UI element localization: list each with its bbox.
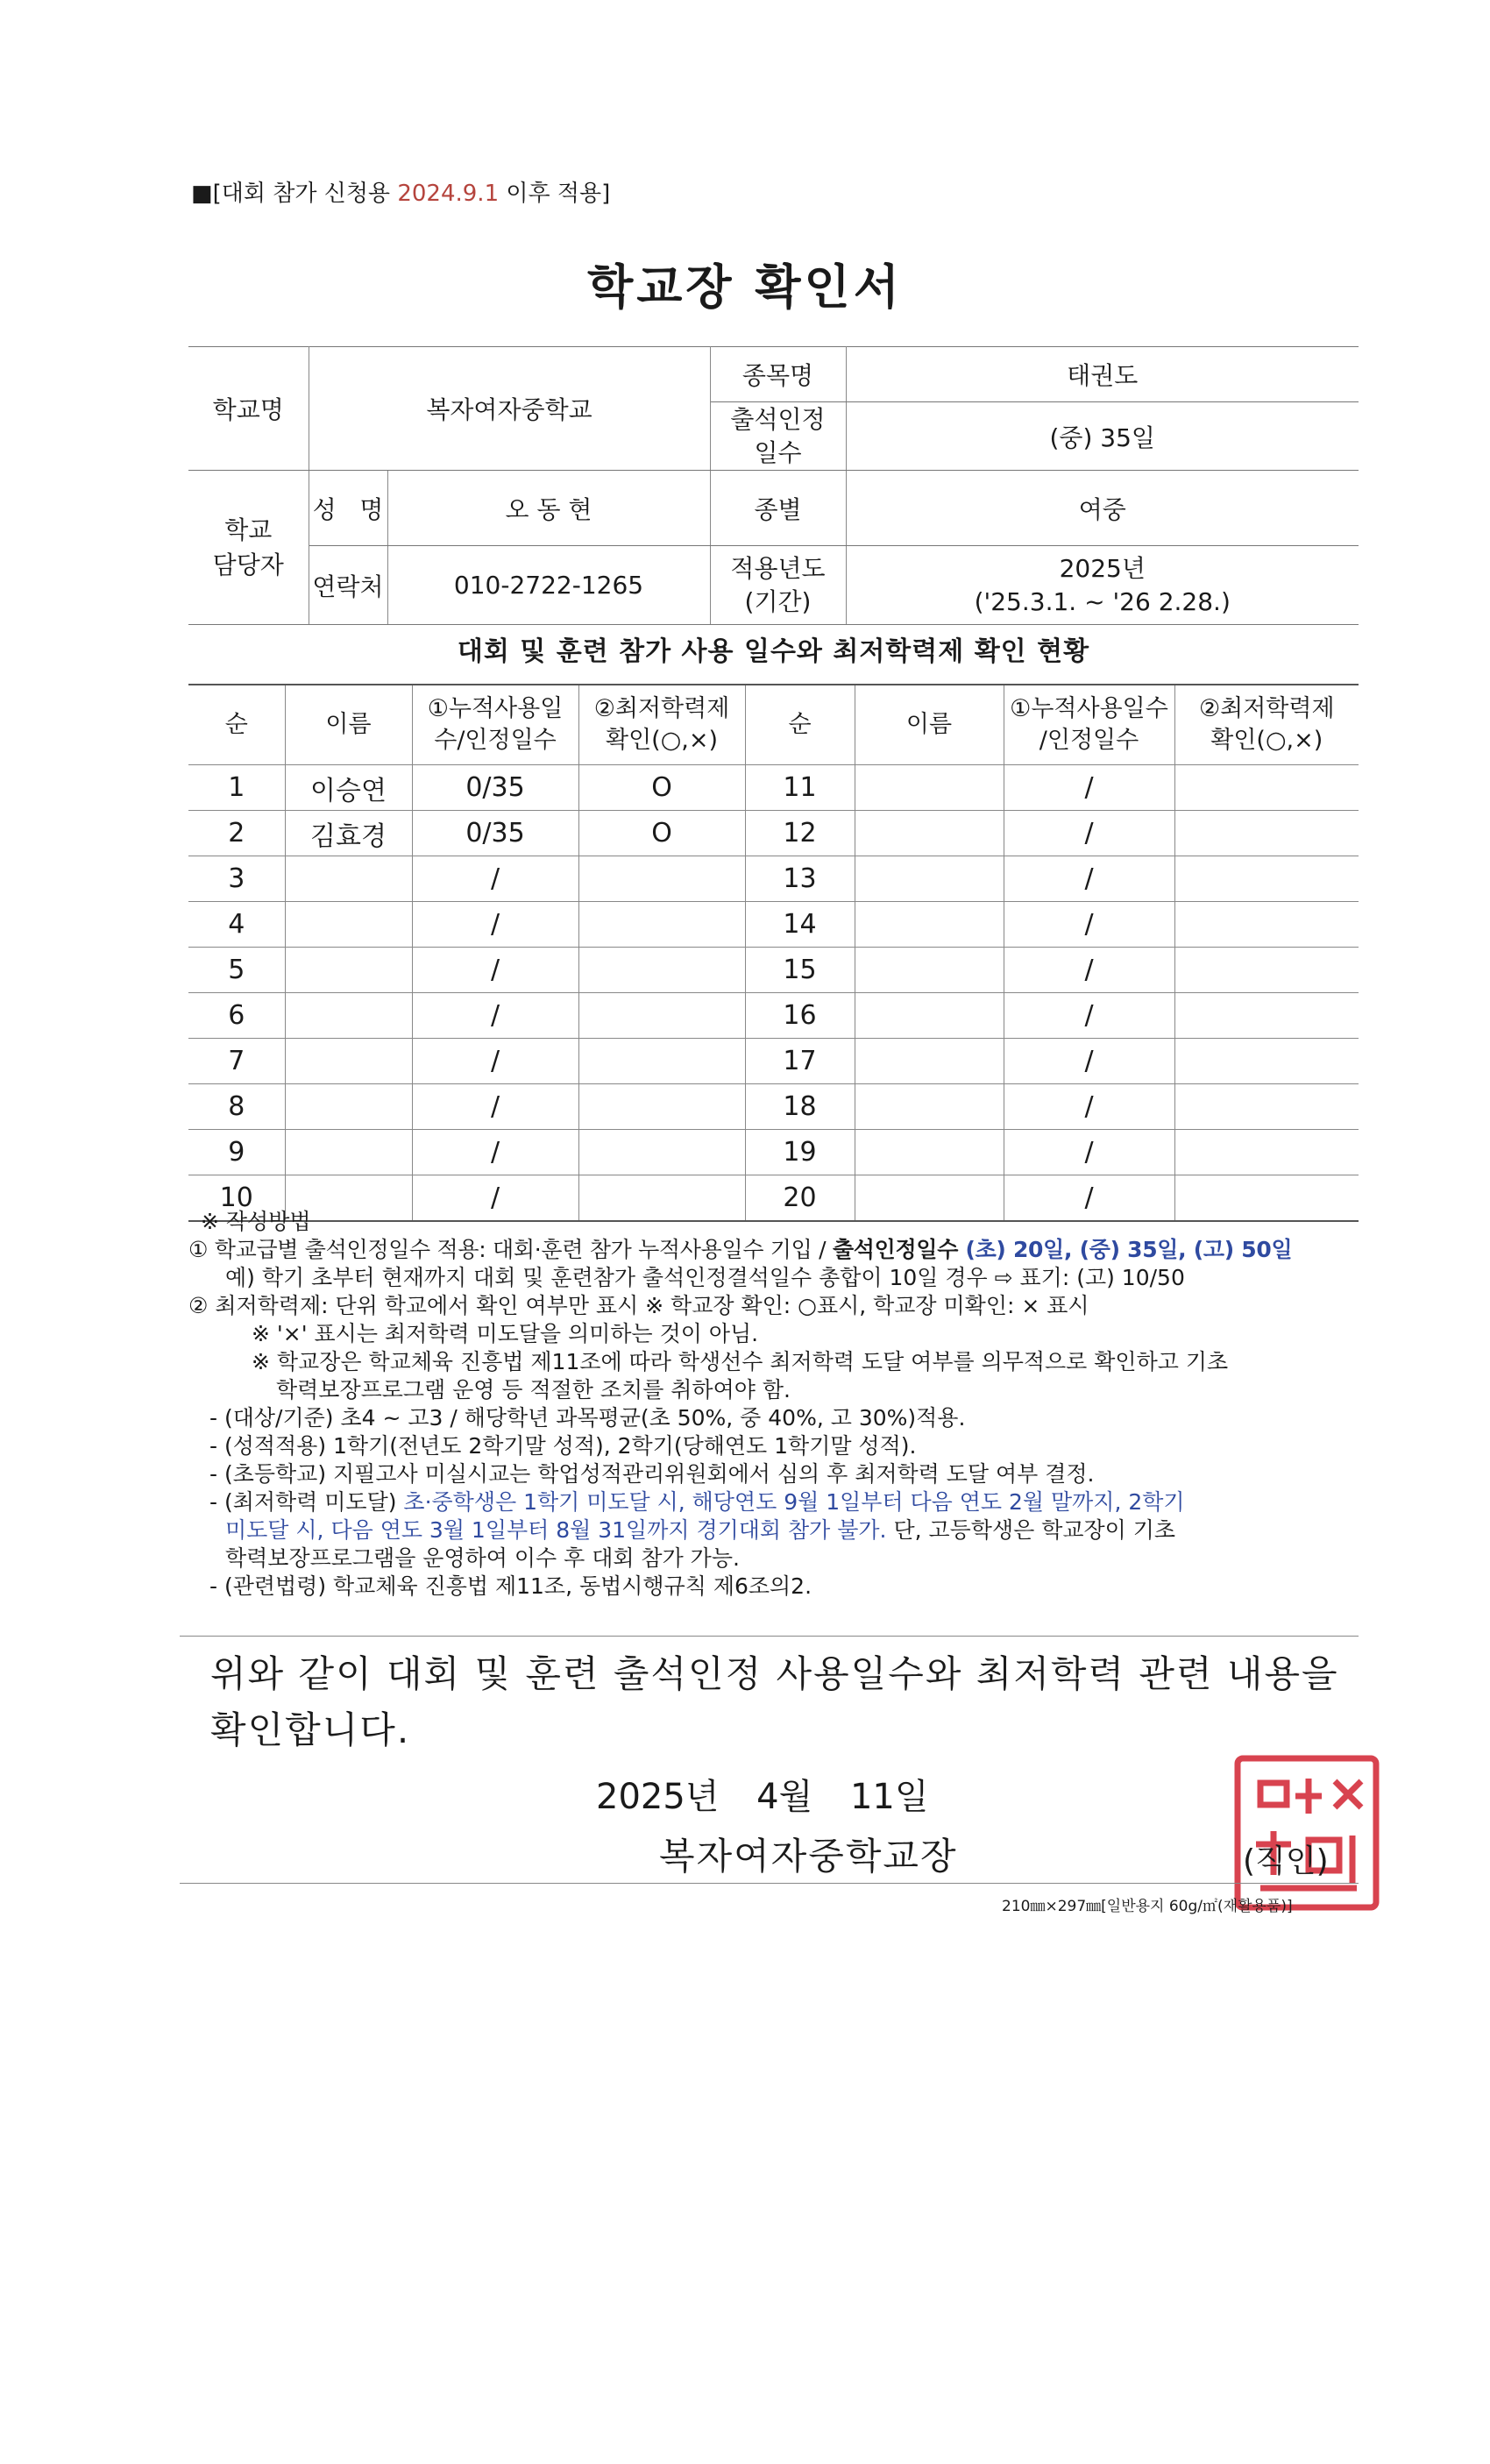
days-used: / bbox=[1004, 1039, 1174, 1084]
table-row bbox=[188, 856, 1359, 902]
note-2: ② 최저학력제: 단위 학교에서 확인 여부만 표시 ※ 학교장 확인: ○표시, 학교장 미확인: × 표시 bbox=[188, 1293, 1089, 1318]
student-name bbox=[855, 948, 1004, 993]
minimum-check bbox=[1174, 993, 1359, 1039]
days-used: / bbox=[412, 1084, 578, 1130]
minimum-check bbox=[578, 993, 745, 1039]
student-name bbox=[855, 765, 1004, 811]
staff-label: 학교 담당자 bbox=[188, 471, 309, 625]
category-value: 여중 bbox=[846, 471, 1359, 546]
row-number: 1 bbox=[188, 765, 285, 811]
col-name-right: 이름 bbox=[855, 685, 1004, 765]
row-number: 13 bbox=[745, 856, 855, 902]
info-table bbox=[188, 346, 1359, 625]
table-row bbox=[188, 902, 1359, 948]
note-1-example: 예) 학기 초부터 현재까지 대회 및 훈련참가 출석인정결석일수 총합이 10일 경우 ⇨ 표기: (고) 10/50 bbox=[225, 1265, 1185, 1290]
student-name bbox=[285, 1084, 412, 1130]
table-row bbox=[188, 1039, 1359, 1084]
category-label: 종별 bbox=[710, 471, 846, 546]
table-row bbox=[188, 948, 1359, 993]
minimum-check: O bbox=[578, 765, 745, 811]
row-number: 15 bbox=[745, 948, 855, 993]
row-number: 7 bbox=[188, 1039, 285, 1084]
note-1: ① 학교급별 출석인정일수 적용: 대회·훈련 참가 누적사용일수 기입 / 출석인정일수 (초) 20일, (중) 35일, (고) 50일 bbox=[188, 1237, 1293, 1262]
row-number: 3 bbox=[188, 856, 285, 902]
student-name: 이승연 bbox=[285, 765, 412, 811]
days-used: / bbox=[1004, 1130, 1174, 1175]
table-row bbox=[188, 811, 1359, 856]
student-name bbox=[285, 902, 412, 948]
period-text: ('25.3.1. ~ '26 2.28.) bbox=[974, 586, 1231, 616]
attendance-label: 출석인정 일수 bbox=[710, 402, 846, 471]
student-name bbox=[285, 856, 412, 902]
minimum-check bbox=[578, 1130, 745, 1175]
row-number: 20 bbox=[745, 1175, 855, 1222]
table-row bbox=[188, 765, 1359, 811]
note-2-law-cont: 학력보장프로그램 운영 등 적절한 조치를 취하여야 함. bbox=[276, 1377, 791, 1402]
days-used: / bbox=[412, 993, 578, 1039]
days-used: 0/35 bbox=[412, 811, 578, 856]
row-number: 4 bbox=[188, 902, 285, 948]
col-days-left: ①누적사용일 수/인정일수 bbox=[412, 685, 578, 765]
row-number: 18 bbox=[745, 1084, 855, 1130]
detail-below-minimum: - (최저학력 미도달) 초·중학생은 1학기 미도달 시, 해당연도 9월 1일부터 다음 연도 2월 말까지, 2학기 bbox=[209, 1489, 1185, 1515]
note-2-law: ※ 학교장은 학교체육 진흥법 제11조에 따라 학생선수 최저학력 도달 여부를 의무적으로 확인하고 기초 bbox=[252, 1349, 1229, 1374]
student-name bbox=[285, 1039, 412, 1084]
row-number: 19 bbox=[745, 1130, 855, 1175]
detail-below-minimum-cont: 미도달 시, 다음 연도 3월 1일부터 8월 31일까지 경기대회 참가 불가. 단, 고등학생은 학교장이 기초 bbox=[225, 1517, 1176, 1543]
paper-spec: 210㎜×297㎜[일반용지 60g/㎡(재활용품)] bbox=[1002, 1898, 1293, 1915]
staff-name: 오 동 현 bbox=[387, 471, 710, 546]
days-used: / bbox=[1004, 856, 1174, 902]
minimum-check bbox=[578, 948, 745, 993]
minimum-check bbox=[1174, 1130, 1359, 1175]
minimum-check bbox=[1174, 765, 1359, 811]
attendance-value: (중) 35일 bbox=[846, 402, 1359, 471]
detail-grades: - (성적적용) 1학기(전년도 2학기말 성적), 2학기(당해연도 1학기말 성적). bbox=[209, 1433, 917, 1459]
minimum-check bbox=[578, 1084, 745, 1130]
writing-instructions bbox=[188, 1208, 1363, 1601]
detail-law: - (관련법령) 학교체육 진흥법 제11조, 동법시행규칙 제6조의2. bbox=[209, 1573, 812, 1599]
row-number: 2 bbox=[188, 811, 285, 856]
row-number: 10 bbox=[188, 1175, 285, 1222]
school-label: 학교명 bbox=[188, 347, 309, 471]
col-no-right: 순 bbox=[745, 685, 855, 765]
minimum-check bbox=[1174, 1084, 1359, 1130]
table-row bbox=[188, 1130, 1359, 1175]
row-number: 12 bbox=[745, 811, 855, 856]
days-used: / bbox=[412, 1039, 578, 1084]
year-text: 2025년 bbox=[1059, 553, 1146, 583]
col-check-right: ②최저학력제 확인(○,×) bbox=[1174, 685, 1359, 765]
row-number: 9 bbox=[188, 1130, 285, 1175]
student-name bbox=[855, 856, 1004, 902]
table-row bbox=[188, 993, 1359, 1039]
days-used: / bbox=[412, 948, 578, 993]
days-used: / bbox=[412, 1130, 578, 1175]
days-used: / bbox=[412, 902, 578, 948]
days-used: / bbox=[1004, 811, 1174, 856]
days-used: / bbox=[412, 1175, 578, 1222]
days-used: / bbox=[412, 856, 578, 902]
detail-elementary: - (초등학교) 지필고사 미실시교는 학업성적관리위원회에서 심의 후 최저학력 도달 여부 결정. bbox=[209, 1461, 1095, 1487]
row-number: 17 bbox=[745, 1039, 855, 1084]
row-number: 5 bbox=[188, 948, 285, 993]
student-name bbox=[855, 1084, 1004, 1130]
student-name bbox=[285, 993, 412, 1039]
col-check-left: ②최저학력제 확인(○,×) bbox=[578, 685, 745, 765]
signature-date: 2025년 4월 11일 bbox=[596, 1777, 929, 1817]
col-name-left: 이름 bbox=[285, 685, 412, 765]
days-used: / bbox=[1004, 948, 1174, 993]
minimum-check bbox=[578, 1039, 745, 1084]
row-number: 16 bbox=[745, 993, 855, 1039]
table-row bbox=[188, 1084, 1359, 1130]
roster-table bbox=[188, 684, 1359, 1222]
minimum-check: O bbox=[578, 811, 745, 856]
student-name bbox=[855, 811, 1004, 856]
year-label: 적용년도 (기간) bbox=[710, 546, 846, 625]
row-number: 8 bbox=[188, 1084, 285, 1130]
student-name bbox=[855, 993, 1004, 1039]
minimum-check bbox=[1174, 811, 1359, 856]
student-name bbox=[855, 1039, 1004, 1084]
document-title: 학교장 확인서 bbox=[587, 259, 903, 315]
note-2-x: ※ '×' 표시는 최저학력 미도달을 의미하는 것이 아님. bbox=[252, 1321, 759, 1346]
confirmation-text: 위와 같이 대회 및 훈련 출석인정 사용일수와 최저학력 관련 내용을 확인합니다. bbox=[210, 1652, 1339, 1751]
student-name: 김효경 bbox=[285, 811, 412, 856]
row-number: 11 bbox=[745, 765, 855, 811]
minimum-check bbox=[578, 902, 745, 948]
minimum-check bbox=[1174, 948, 1359, 993]
school-name: 복자여자중학교 bbox=[309, 347, 710, 471]
days-used: / bbox=[1004, 993, 1174, 1039]
sport-label: 종목명 bbox=[710, 347, 846, 402]
days-used: / bbox=[1004, 902, 1174, 948]
notes-heading: ※ 작성방법 bbox=[201, 1209, 311, 1234]
col-days-right: ①누적사용일수 /인정일수 bbox=[1004, 685, 1174, 765]
student-name bbox=[285, 948, 412, 993]
minimum-check bbox=[578, 856, 745, 902]
sport-value: 태권도 bbox=[846, 347, 1359, 402]
days-used: / bbox=[1004, 1084, 1174, 1130]
contact-value: 010-2722-1265 bbox=[387, 546, 710, 625]
seal-glyph-top bbox=[1260, 1779, 1361, 1814]
apply-date: 2024.9.1 bbox=[397, 181, 500, 207]
days-used: / bbox=[1004, 765, 1174, 811]
principal-signature: 복자여자중학교장 bbox=[659, 1835, 958, 1878]
student-name bbox=[855, 1130, 1004, 1175]
section-title: 대회 및 훈련 참가 사용 일수와 최저학력제 확인 현황 bbox=[457, 636, 1090, 667]
divider-top bbox=[180, 1636, 1359, 1637]
divider-bottom bbox=[180, 1883, 1359, 1884]
name-label: 성 명 bbox=[309, 471, 387, 546]
row-number: 6 bbox=[188, 993, 285, 1039]
student-name bbox=[285, 1130, 412, 1175]
detail-below-minimum-cont2: 학력보장프로그램을 운영하여 이수 후 대회 참가 가능. bbox=[225, 1545, 740, 1571]
minimum-check bbox=[1174, 1039, 1359, 1084]
student-name bbox=[855, 902, 1004, 948]
detail-target: - (대상/기준) 초4 ~ 고3 / 해당학년 과목평균(초 50%, 중 40%, 고 30%)적용. bbox=[209, 1405, 966, 1431]
seal-label: (직인) bbox=[1243, 1843, 1329, 1879]
row-number: 14 bbox=[745, 902, 855, 948]
header-note: ■[대회 참가 신청용 2024.9.1 이후 적용] bbox=[191, 181, 611, 207]
contact-label: 연락처 bbox=[309, 546, 387, 625]
days-used: / bbox=[1004, 1175, 1174, 1222]
minimum-check bbox=[1174, 902, 1359, 948]
col-no-left: 순 bbox=[188, 685, 285, 765]
year-value bbox=[846, 546, 1359, 625]
days-used: 0/35 bbox=[412, 765, 578, 811]
minimum-check bbox=[1174, 856, 1359, 902]
